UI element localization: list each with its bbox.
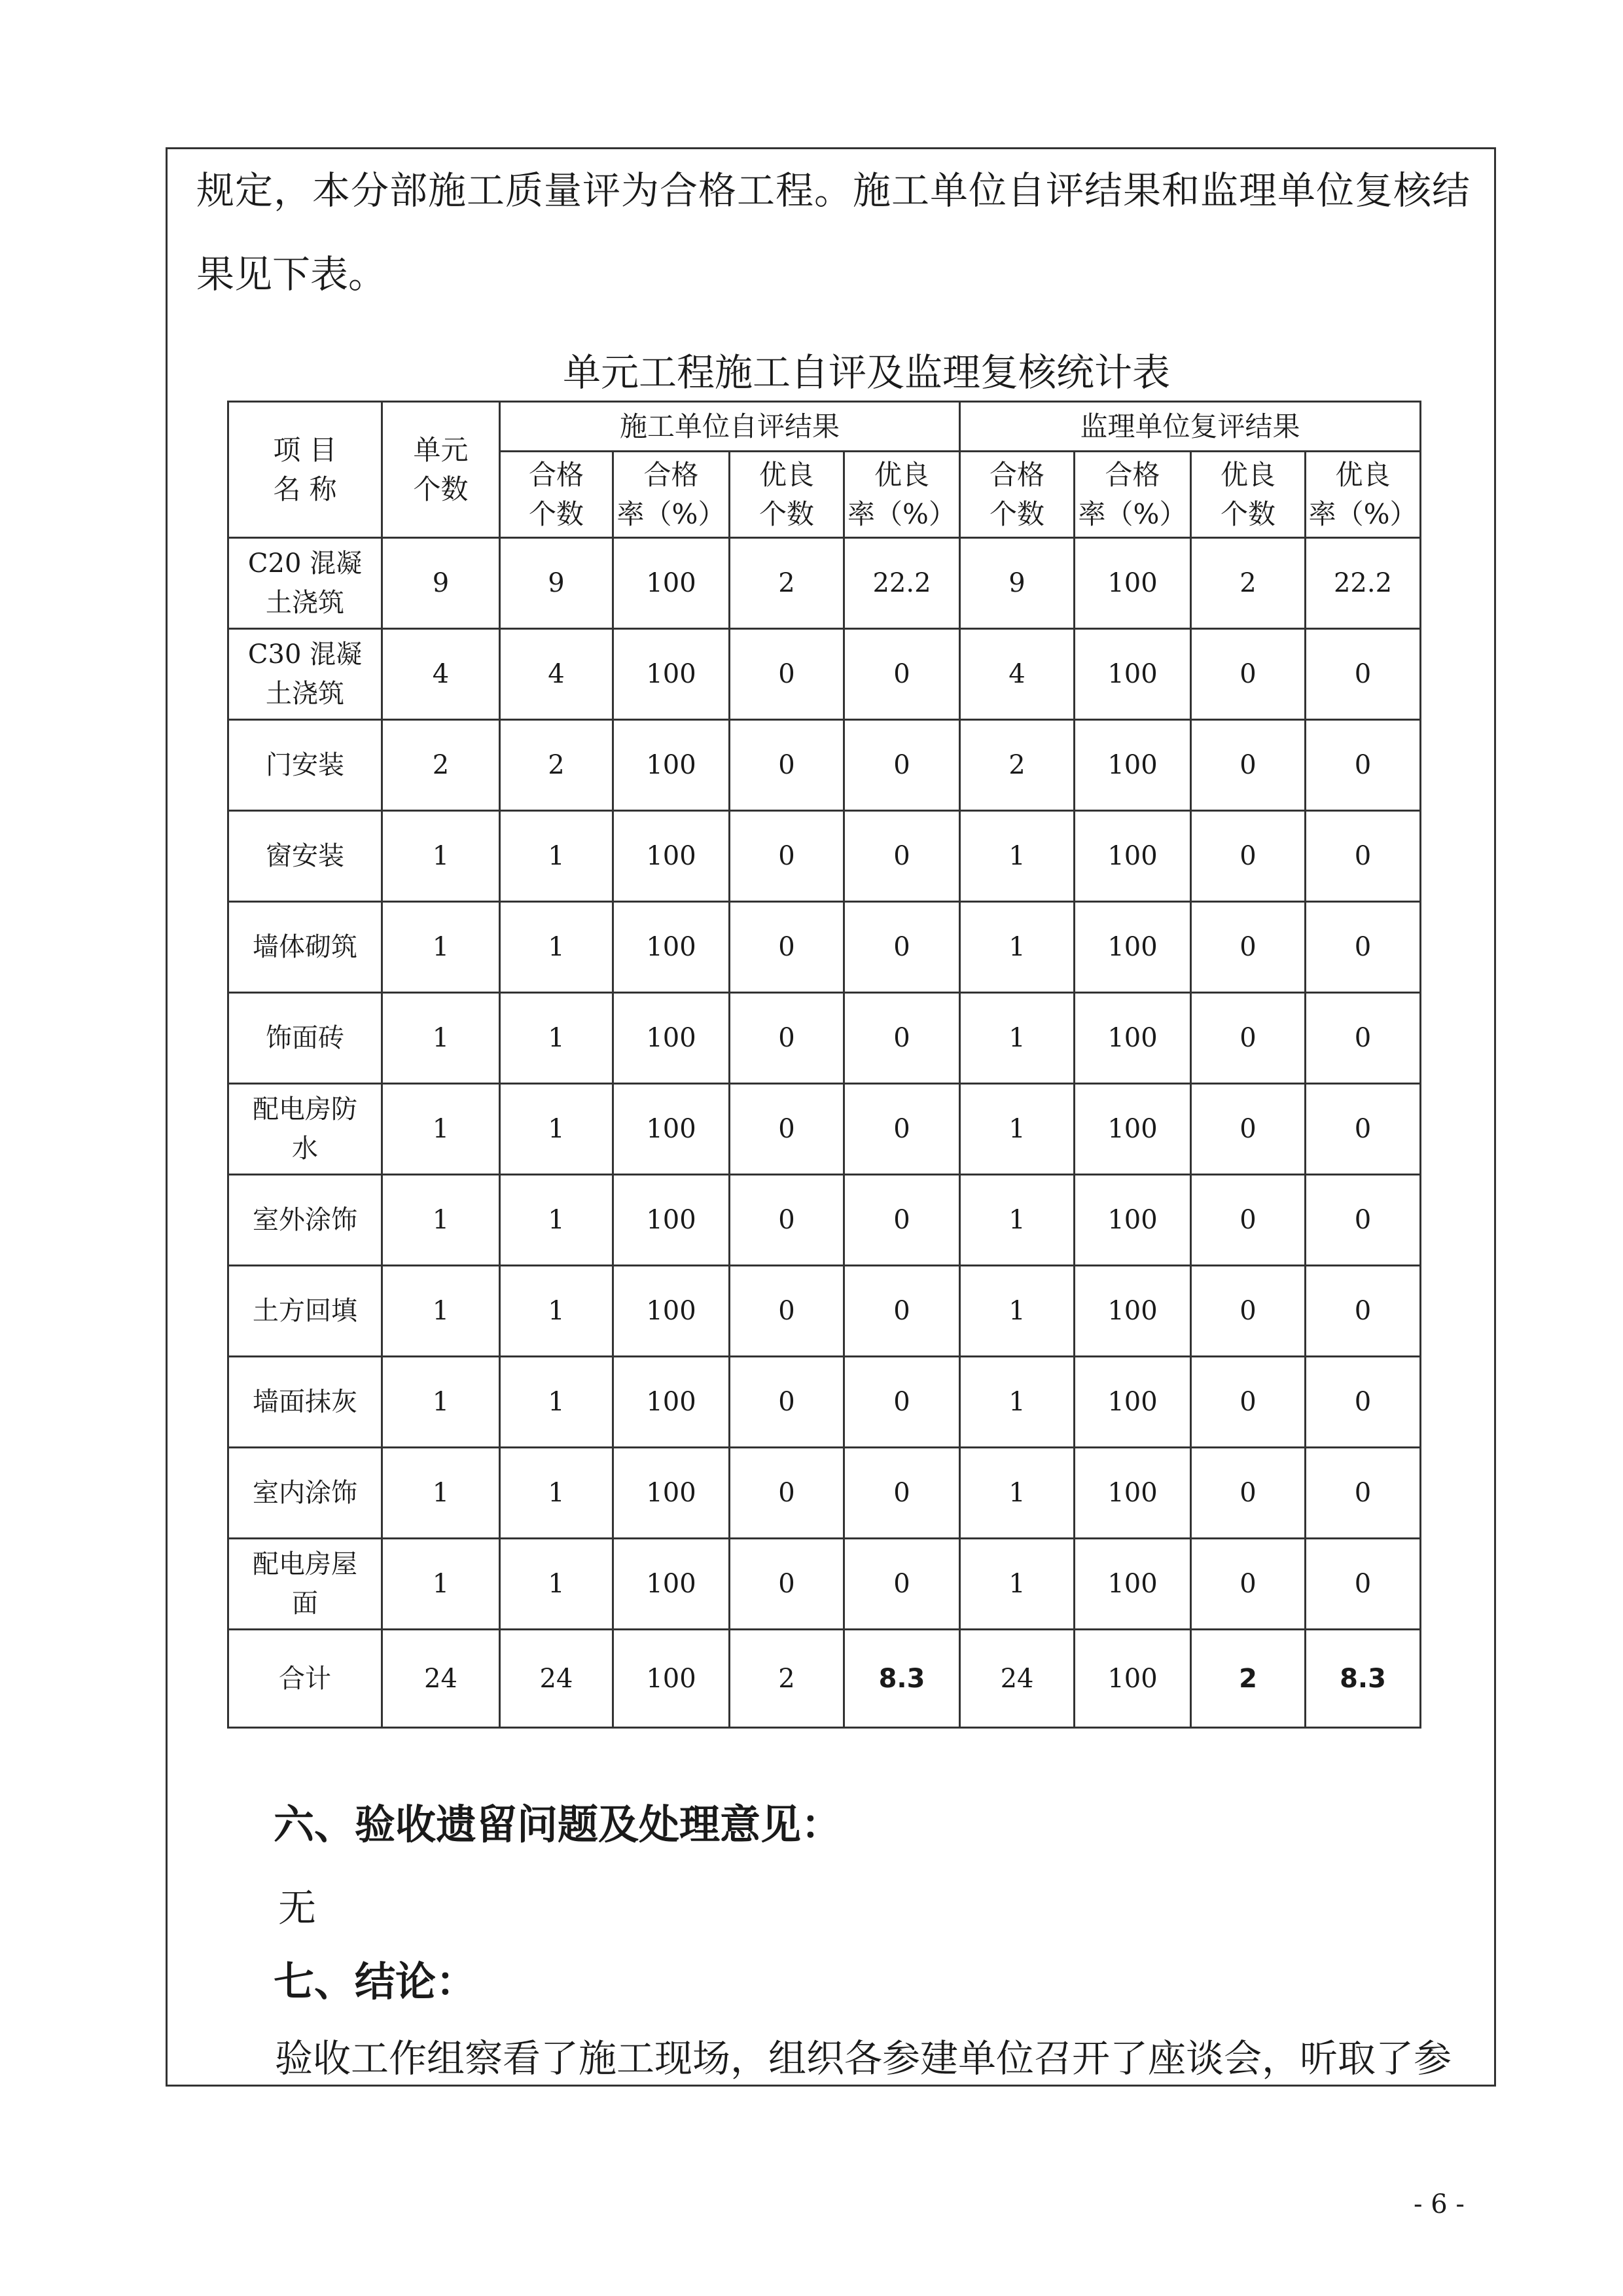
header-group-supervisor: 监理单位复评结果 [960,402,1421,452]
row-item-name-line: 窗安装 [266,841,344,871]
subheader-cell [1306,452,1421,538]
table-cell: 100 [1075,811,1191,902]
table-cell: 0 [1191,1448,1306,1539]
subheader-line: 率（%） [616,497,726,530]
header-group-self: 施工单位自评结果 [500,402,960,452]
table-cell: 0 [730,1357,844,1448]
table-cell: 100 [613,1448,730,1539]
subheader-line: 合格 [528,458,584,491]
table-cell: 100 [1075,538,1191,629]
subheader-line: 优良 [1335,458,1391,491]
table-row [228,902,1421,993]
subheader-line: 率（%） [1078,497,1187,530]
row-item-name [228,1630,382,1728]
table-cell: 1 [382,1084,500,1175]
paragraph-line-2: 果见下表。 [196,252,387,296]
table-row [228,1448,1421,1539]
row-item-name-line: 土方回填 [253,1296,357,1326]
row-item-name-line: 配电房防 [253,1094,357,1124]
table-cell: 1 [382,1266,500,1357]
table-cell: 100 [613,1630,730,1728]
table-cell: 1 [382,902,500,993]
table-cell: 9 [500,538,613,629]
row-item-name [228,811,382,902]
subheader-cell [960,452,1075,538]
table-cell: 0 [1306,993,1421,1084]
header-item-line-1: 项 目 [273,433,337,466]
table-cell: 100 [613,629,730,720]
subheader-cell [1191,452,1306,538]
subheader-line: 优良 [758,458,814,491]
table-cell: 0 [1191,629,1306,720]
table-cell: 100 [1075,1448,1191,1539]
table-cell: 24 [500,1630,613,1728]
table-cell: 2 [730,538,844,629]
table-cell: 0 [844,1175,960,1266]
table-row [228,538,1421,629]
table-cell: 1 [960,1266,1075,1357]
table-cell: 100 [1075,1539,1191,1630]
table-cell: 0 [844,720,960,811]
table-cell: 0 [1191,1175,1306,1266]
table-cell: 2 [382,720,500,811]
table-cell: 9 [960,538,1075,629]
table-cell: 100 [1075,1266,1191,1357]
section-7-body: 验收工作组察看了施工现场，组织各参建单位召开了座谈会，听取了参 [275,2036,1452,2081]
table-cell: 0 [730,629,844,720]
table-cell: 0 [1191,902,1306,993]
table-row [228,1539,1421,1630]
table-cell: 0 [1191,993,1306,1084]
table-row [228,629,1421,720]
subheader-line: 合格 [990,458,1045,491]
table-cell: 0 [1306,811,1421,902]
row-item-name-line: C20 混凝 [247,548,363,579]
subheader-cell [1075,452,1191,538]
table-cell: 1 [960,1448,1075,1539]
table-cell: 0 [730,1084,844,1175]
row-item-name [228,1448,382,1539]
subheader-line: 个数 [758,497,814,530]
row-item-name-line: 室内涂饰 [253,1478,357,1508]
table-cell: 1 [382,811,500,902]
table-cell: 100 [613,1539,730,1630]
table-cell: 100 [1075,1630,1191,1728]
table-cell: 0 [1306,1084,1421,1175]
table-cell: 0 [730,1266,844,1357]
table-cell: 100 [613,811,730,902]
subheader-cell [730,452,844,538]
table-row [228,720,1421,811]
table-cell: 100 [613,1175,730,1266]
header-units-line-1: 单元 [413,433,469,466]
subheader-cell [844,452,960,538]
header-item-name [228,402,382,538]
table-cell: 1 [382,1539,500,1630]
table-cell: 0 [1306,1539,1421,1630]
table-cell: 100 [613,902,730,993]
table-cell: 4 [382,629,500,720]
row-item-name [228,720,382,811]
table-row [228,1266,1421,1357]
row-item-name [228,1175,382,1266]
table-cell: 100 [1075,1175,1191,1266]
table-cell: 1 [500,1084,613,1175]
table-cell: 0 [1306,629,1421,720]
subheader-line: 个数 [990,497,1045,530]
table-cell: 0 [1191,720,1306,811]
table-cell: 0 [844,993,960,1084]
table-cell: 100 [613,720,730,811]
subheader-line: 优良 [874,458,930,491]
table-cell: 0 [844,1539,960,1630]
table-cell: 1 [382,993,500,1084]
section-7-heading: 七、结论： [274,1958,477,2005]
page-number: - 6 - [1414,2189,1465,2219]
table-cell: 1 [960,1175,1075,1266]
row-item-name-line: 墙面抹灰 [253,1387,357,1417]
row-item-name [228,1539,382,1630]
table-cell: 1 [500,1266,613,1357]
table-cell: 0 [844,1448,960,1539]
table-row [228,1630,1421,1728]
row-item-name-line: 墙体砌筑 [253,932,357,962]
table-cell: 0 [1306,1357,1421,1448]
table-cell: 0 [1306,1266,1421,1357]
table-cell: 1 [500,1175,613,1266]
table-cell: 24 [382,1630,500,1728]
table-cell: 1 [500,811,613,902]
table-cell: 8.3 [1306,1630,1421,1728]
table-cell: 0 [844,1357,960,1448]
section-6-body: 无 [278,1886,317,1930]
row-item-name [228,993,382,1084]
table-cell: 1 [960,1357,1075,1448]
row-item-name-line: 饰面砖 [266,1023,344,1053]
table-cell: 100 [1075,1084,1191,1175]
row-item-name [228,1084,382,1175]
table-cell: 1 [960,1539,1075,1630]
table-cell: 0 [1191,1357,1306,1448]
table-cell: 1 [382,1175,500,1266]
subheader-line: 优良 [1221,458,1276,491]
table-cell: 1 [960,1084,1075,1175]
table-cell: 4 [960,629,1075,720]
table-row [228,1175,1421,1266]
header-unit-count [382,402,500,538]
section-6-heading: 六、验收遗留问题及处理意见： [274,1801,842,1848]
subheader-line: 合格 [643,458,699,491]
table-cell: 100 [1075,629,1191,720]
table-row [228,1357,1421,1448]
table-cell: 0 [1306,1448,1421,1539]
table-cell: 24 [960,1630,1075,1728]
table-cell: 8.3 [844,1630,960,1728]
table-cell: 22.2 [844,538,960,629]
row-item-name [228,629,382,720]
row-item-name-line: 配电房屋 [253,1549,357,1579]
table-cell: 9 [382,538,500,629]
subheader-line: 率（%） [1308,497,1418,530]
table-cell: 100 [1075,720,1191,811]
table-cell: 0 [1306,902,1421,993]
table-row [228,1084,1421,1175]
table-cell: 100 [613,538,730,629]
table-cell: 0 [730,993,844,1084]
row-item-name [228,538,382,629]
header-units-line-2: 个数 [413,473,469,505]
table-cell: 1 [500,1448,613,1539]
table-cell: 2 [1191,1630,1306,1728]
table-cell: 1 [500,1539,613,1630]
row-item-name-line: 合计 [279,1663,331,1694]
table-cell: 0 [1306,1175,1421,1266]
subheader-cell [613,452,730,538]
subheader-cell [500,452,613,538]
row-item-name-line: 面 [292,1588,318,1619]
row-item-name-line: C30 混凝 [247,639,363,670]
row-item-name [228,902,382,993]
table-cell: 1 [960,811,1075,902]
row-item-name-line: 土浇筑 [266,588,344,618]
table-cell: 2 [960,720,1075,811]
table-cell: 0 [730,811,844,902]
table-cell: 100 [1075,902,1191,993]
row-item-name-line: 水 [292,1134,318,1164]
table-cell: 0 [1191,811,1306,902]
table-cell: 0 [730,1175,844,1266]
row-item-name [228,1266,382,1357]
row-item-name-line: 门安装 [266,750,344,780]
subheader-line: 合格 [1105,458,1160,491]
table-cell: 0 [1306,720,1421,811]
table-cell: 100 [613,1266,730,1357]
table-row [228,811,1421,902]
table-title: 单元工程施工自评及监理复核统计表 [563,350,1171,395]
header-item-line-2: 名 称 [273,473,337,505]
table-cell: 0 [844,902,960,993]
table-cell: 1 [500,993,613,1084]
table-cell: 22.2 [1306,538,1421,629]
table-cell: 0 [844,629,960,720]
table-cell: 1 [500,1357,613,1448]
table-cell: 1 [382,1448,500,1539]
table-cell: 0 [844,1084,960,1175]
table-cell: 0 [844,811,960,902]
table-row [228,993,1421,1084]
table-cell: 0 [1191,1539,1306,1630]
paragraph-line-1: 规定，本分部施工质量评为合格工程。施工单位自评结果和监理单位复核结 [196,168,1471,213]
subheader-line: 个数 [1221,497,1276,530]
statistics-table [227,401,1421,1729]
table-cell: 2 [1191,538,1306,629]
table-cell: 1 [382,1357,500,1448]
row-item-name-line: 室外涂饰 [253,1205,357,1235]
table-cell: 100 [613,993,730,1084]
table-cell: 1 [960,993,1075,1084]
subheader-line: 个数 [528,497,584,530]
table-cell: 1 [960,902,1075,993]
table-cell: 0 [1191,1266,1306,1357]
row-item-name [228,1357,382,1448]
table-cell: 0 [730,1448,844,1539]
table-cell: 0 [730,1539,844,1630]
row-item-name-line: 土浇筑 [266,679,344,709]
table-cell: 0 [844,1266,960,1357]
table-cell: 0 [1191,1084,1306,1175]
table-cell: 4 [500,629,613,720]
table-cell: 100 [1075,1357,1191,1448]
table-cell: 100 [1075,993,1191,1084]
table-cell: 2 [500,720,613,811]
table-cell: 100 [613,1357,730,1448]
subheader-line: 率（%） [847,497,956,530]
table-cell: 1 [500,902,613,993]
table-cell: 2 [730,1630,844,1728]
table-cell: 100 [613,1084,730,1175]
table-cell: 0 [730,720,844,811]
table-cell: 0 [730,902,844,993]
